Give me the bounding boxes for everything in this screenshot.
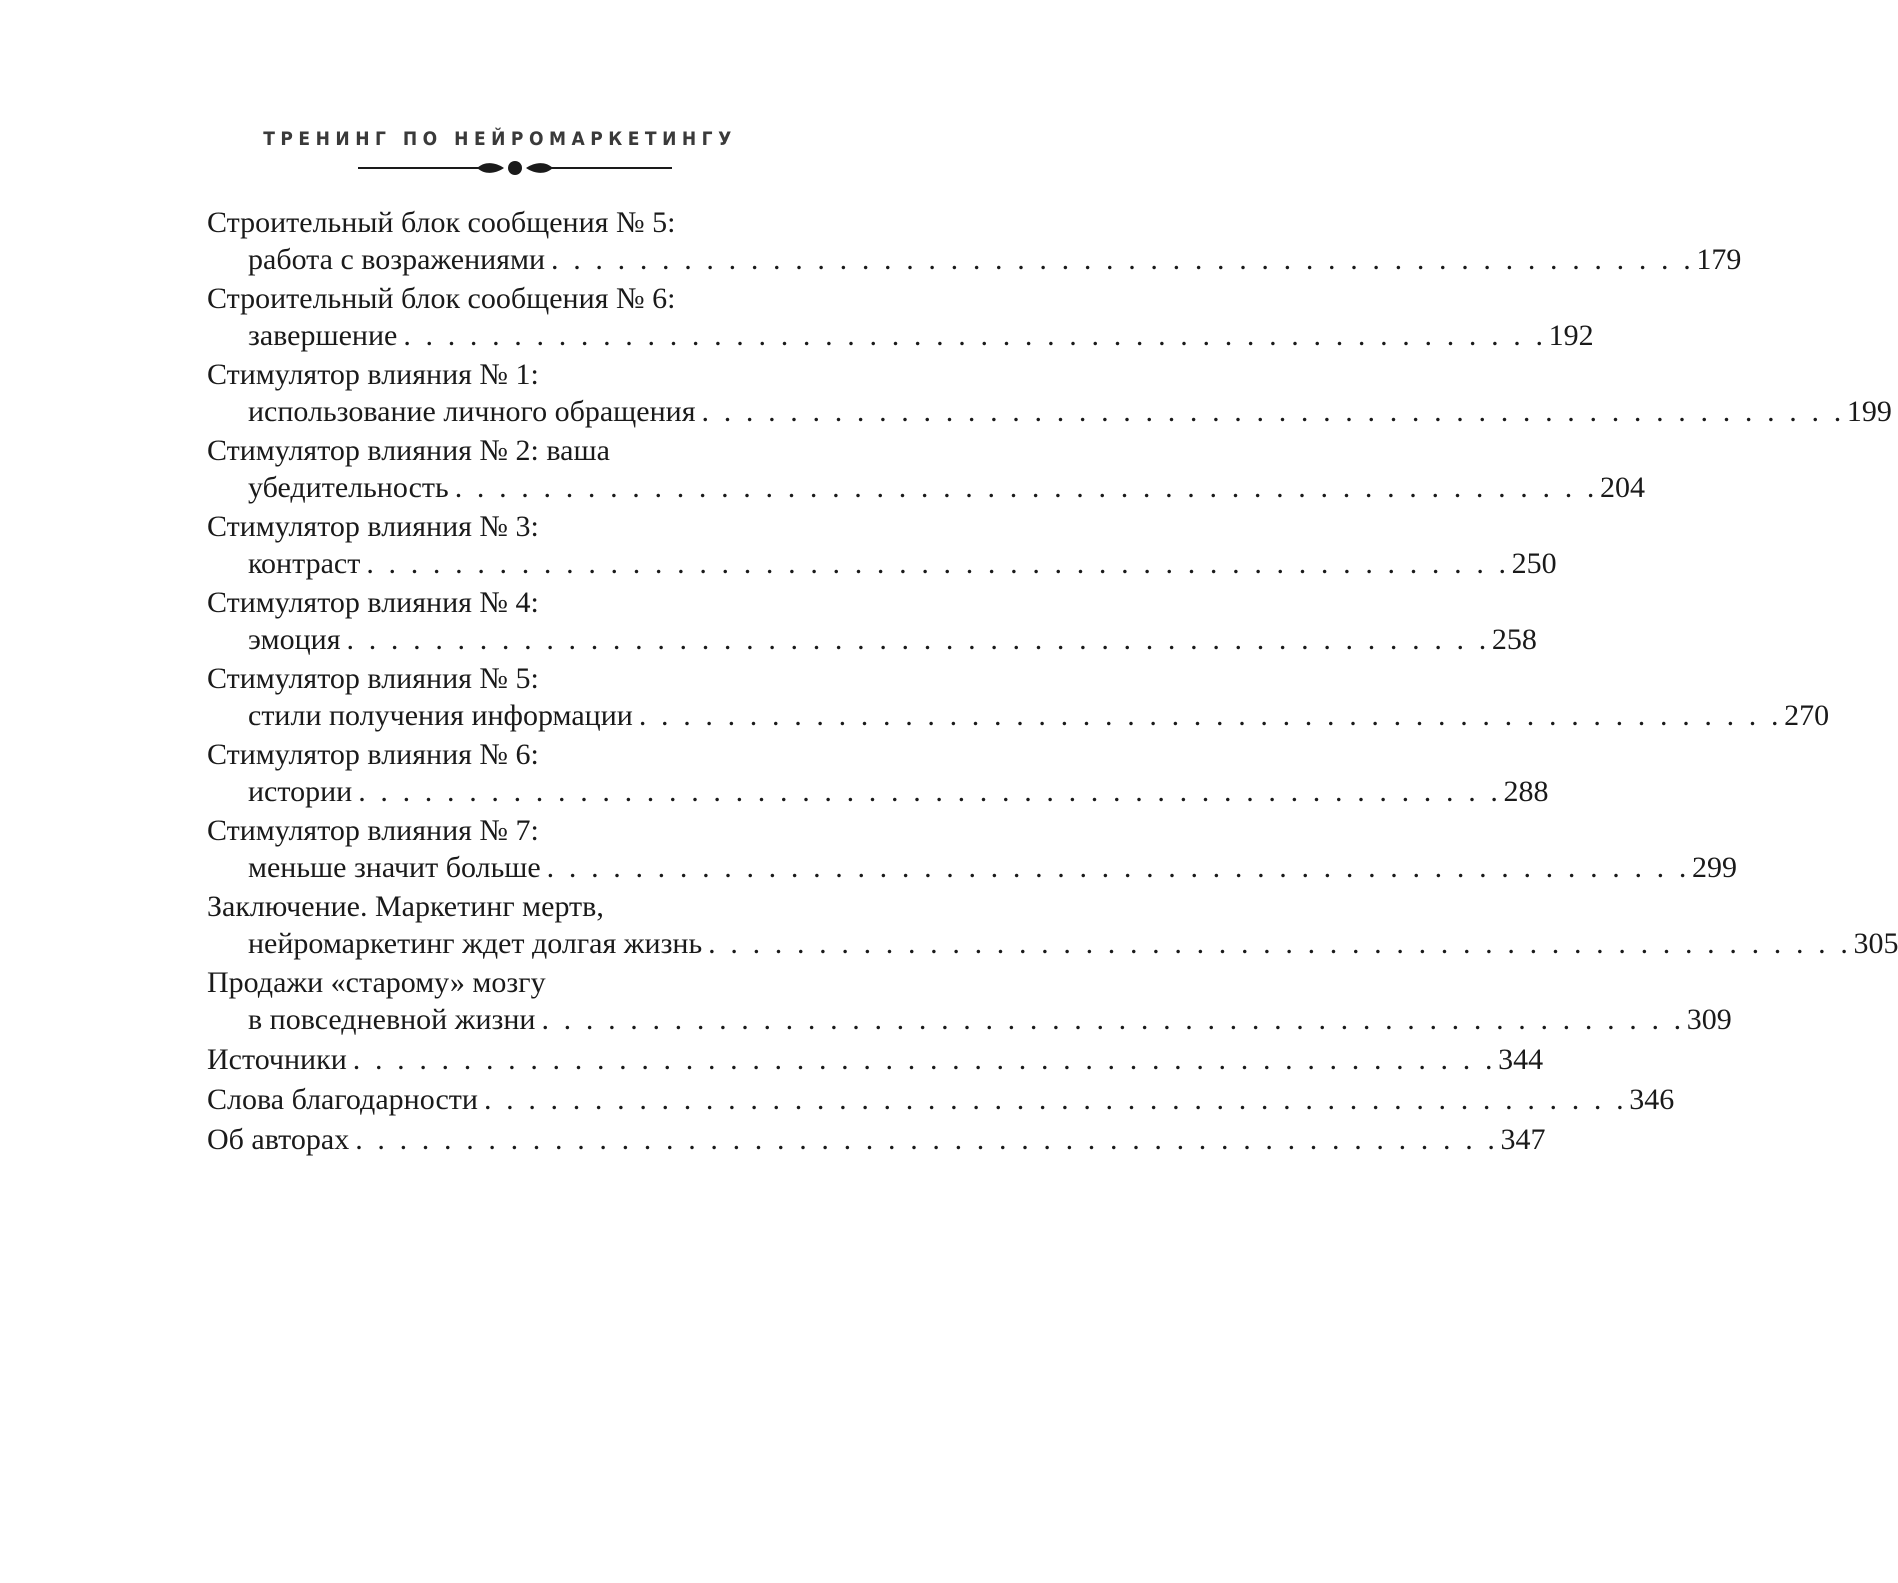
toc-entry[interactable] bbox=[207, 964, 1732, 1038]
toc-page-number: 192 bbox=[1548, 319, 1594, 352]
toc-entry-subtitle: меньше значит больше bbox=[248, 849, 547, 886]
toc-entry-title: Стимулятор влияния № 4: bbox=[207, 586, 539, 619]
toc-page-number: 258 bbox=[1491, 623, 1537, 656]
toc-entry-title: Об авторах bbox=[207, 1120, 355, 1160]
toc-entry-subtitle: работа с возражениями bbox=[248, 241, 551, 278]
toc-page-number: 305 bbox=[1853, 927, 1898, 960]
leader-dots: . . . . . . . . . . . . . . . . . . . . . . . . . . . . . . . . . . . . . . . . . . . . . . . . . . . . bbox=[355, 1123, 1499, 1156]
toc-page-number: 288 bbox=[1503, 775, 1549, 808]
leader-dots: . . . . . . . . . . . . . . . . . . . . . . . . . . . . . . . . . . . . . . . . . . . . . . . . . . . . bbox=[358, 775, 1502, 808]
toc-entry[interactable] bbox=[207, 1080, 1675, 1120]
toc-page-number: 199 bbox=[1846, 395, 1892, 428]
toc-entry-subtitle: завершение bbox=[248, 317, 403, 354]
leader-dots: . . . . . . . . . . . . . . . . . . . . . . . . . . . . . . . . . . . . . . . . . . . . . . . . . . . . bbox=[346, 623, 1490, 656]
leader-dots: . . . . . . . . . . . . . . . . . . . . . . . . . . . . . . . . . . . . . . . . . . . . . . . . . . . . bbox=[454, 471, 1599, 504]
toc-entry-title: Стимулятор влияния № 6: bbox=[207, 738, 539, 771]
toc-page-number: 204 bbox=[1600, 471, 1646, 504]
toc-page-number: 299 bbox=[1691, 851, 1737, 884]
toc-page-number: 309 bbox=[1686, 1003, 1732, 1036]
toc-entry-subtitle: убедительность bbox=[248, 469, 455, 506]
toc-page-number: 347 bbox=[1499, 1120, 1546, 1160]
toc-entry[interactable] bbox=[207, 888, 1898, 962]
leader-dots: . . . . . . . . . . . . . . . . . . . . . . . . . . . . . . . . . . . . . . . . . . . . . . . . . . . . bbox=[366, 547, 1510, 580]
toc-entry[interactable] bbox=[207, 204, 1742, 278]
toc-entry-subtitle: в повседневной жизни bbox=[248, 1001, 541, 1038]
leader-dots: . . . . . . . . . . . . . . . . . . . . . . . . . . . . . . . . . . . . . . . . . . . . . . . . . . . . bbox=[551, 243, 1695, 276]
toc-entry[interactable] bbox=[207, 1040, 1544, 1080]
toc-entry-title: Стимулятор влияния № 1: bbox=[207, 358, 539, 391]
toc-entry-title: Стимулятор влияния № 7: bbox=[207, 814, 539, 847]
toc-entry[interactable] bbox=[207, 1120, 1546, 1160]
leader-dots: . . . . . . . . . . . . . . . . . . . . . . . . . . . . . . . . . . . . . . . . . . . . . . . . . . . . bbox=[638, 699, 1783, 732]
toc-entry-title: Слова благодарности bbox=[207, 1080, 484, 1120]
toc-entry[interactable] bbox=[207, 432, 1646, 506]
toc-entry-title: Строительный блок сообщения № 6: bbox=[207, 282, 676, 315]
toc-entry[interactable] bbox=[207, 736, 1549, 810]
toc-page-number: 179 bbox=[1696, 243, 1742, 276]
leader-dots: . . . . . . . . . . . . . . . . . . . . . . . . . . . . . . . . . . . . . . . . . . . . . . . . . . . . bbox=[546, 851, 1690, 884]
toc-page-number: 270 bbox=[1784, 699, 1830, 732]
toc-entry-title: Стимулятор влияния № 2: ваша bbox=[207, 434, 610, 467]
toc-entry-title: Продажи «старому» мозгу bbox=[207, 966, 546, 999]
divider-ornament-icon bbox=[355, 155, 675, 185]
table-of-contents bbox=[207, 204, 1898, 1160]
toc-entry-subtitle: контраст bbox=[248, 545, 366, 582]
running-head: ТРЕНИНГ ПО НЕЙРОМАРКЕТИНГУ bbox=[263, 128, 737, 150]
toc-entry-subtitle: стили получения информации bbox=[248, 697, 639, 734]
toc-page-number: 346 bbox=[1627, 1080, 1674, 1120]
leader-dots: . . . . . . . . . . . . . . . . . . . . . . . . . . . . . . . . . . . . . . . . . . . . . . . . . . . . bbox=[352, 1043, 1497, 1076]
toc-entry[interactable] bbox=[207, 280, 1594, 354]
toc-entry-subtitle: нейромаркетинг ждет долгая жизнь bbox=[248, 925, 708, 962]
toc-entry-title: Источники bbox=[207, 1040, 353, 1080]
leader-dots: . . . . . . . . . . . . . . . . . . . . . . . . . . . . . . . . . . . . . . . . . . . . . . . . . . . . bbox=[701, 395, 1845, 428]
leader-dots: . . . . . . . . . . . . . . . . . . . . . . . . . . . . . . . . . . . . . . . . . . . . . . . . . . . . bbox=[403, 319, 1547, 352]
toc-entry-subtitle: истории bbox=[248, 773, 358, 810]
toc-page-number: 344 bbox=[1496, 1040, 1543, 1080]
toc-entry-subtitle: использование личного обращения bbox=[248, 393, 702, 430]
toc-entry[interactable] bbox=[207, 584, 1537, 658]
toc-page-number: 250 bbox=[1511, 547, 1557, 580]
toc-entry[interactable] bbox=[207, 812, 1737, 886]
leader-dots: . . . . . . . . . . . . . . . . . . . . . . . . . . . . . . . . . . . . . . . . . . . . . . . . . . . . bbox=[483, 1083, 1628, 1116]
toc-entry-title: Строительный блок сообщения № 5: bbox=[207, 206, 676, 239]
toc-entry-subtitle: эмоция bbox=[248, 621, 347, 658]
toc-entry-title: Заключение. Маркетинг мертв, bbox=[207, 890, 604, 923]
toc-entry-title: Стимулятор влияния № 3: bbox=[207, 510, 539, 543]
toc-entry-title: Стимулятор влияния № 5: bbox=[207, 662, 539, 695]
leader-dots: . . . . . . . . . . . . . . . . . . . . . . . . . . . . . . . . . . . . . . . . . . . . . . . . . . . . bbox=[541, 1003, 1685, 1036]
toc-entry[interactable] bbox=[207, 356, 1892, 430]
toc-entry[interactable] bbox=[207, 660, 1830, 734]
toc-entry[interactable] bbox=[207, 508, 1557, 582]
leader-dots: . . . . . . . . . . . . . . . . . . . . . . . . . . . . . . . . . . . . . . . . . . . . . . . . . . . . bbox=[708, 927, 1852, 960]
